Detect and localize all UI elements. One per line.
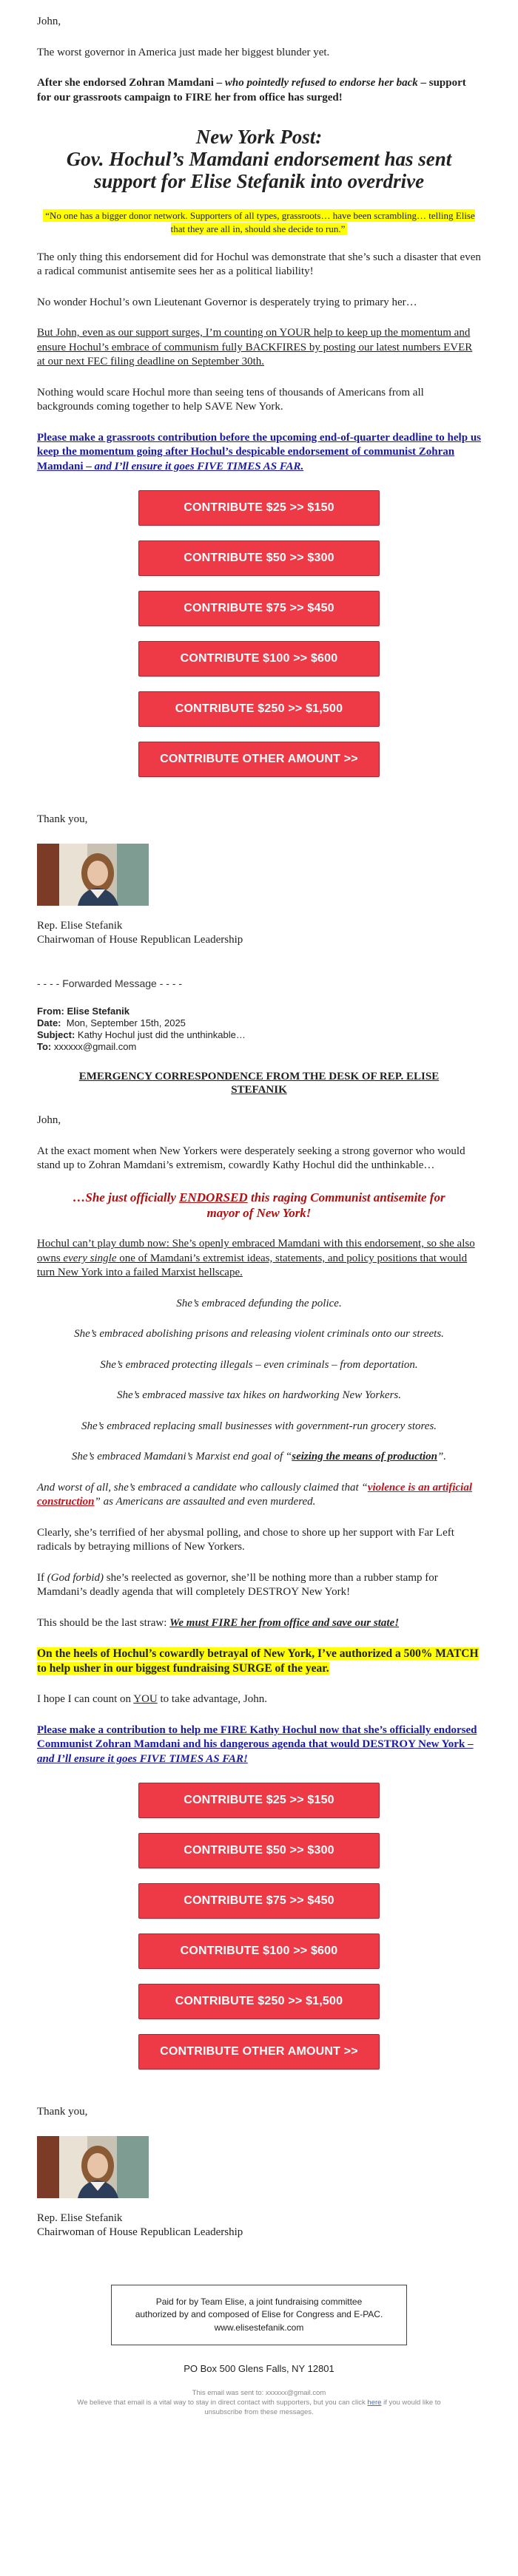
headline — [37, 126, 481, 193]
match-text: On the heels of Hochul’s cowardly betrayal of New York, I’ve authorized a 500% MATCH to help usher in our biggest fundraising SURGE of the year. — [37, 1647, 479, 1675]
lead-text — [37, 76, 481, 105]
match-announcement — [37, 1647, 481, 1676]
contribute-25-button[interactable]: CONTRIBUTE $25 >> $150 — [138, 1783, 380, 1818]
signature-block — [37, 2211, 481, 2240]
thanks-2: Thank you, — [37, 2106, 88, 2118]
contribute-buttons-1 — [37, 490, 481, 792]
embraced-item: She’s embraced abolishing prisons and releasing violent criminals onto our streets. — [74, 1328, 444, 1340]
date-row: Date: Mon, September 15th, 2025 — [37, 1017, 186, 1028]
embraced-item: She’s embraced defunding the police. — [176, 1297, 342, 1309]
contribute-250-button[interactable]: CONTRIBUTE $250 >> $1,500 — [138, 1984, 380, 2019]
emergency-paragraph-5: This should be the last straw: We must FIRE her from office and save our state! — [37, 1616, 400, 1629]
greeting-2: John, — [37, 1114, 61, 1127]
to-row: To: xxxxxx@gmail.com — [37, 1041, 137, 1053]
contribute-250-button[interactable]: CONTRIBUTE $250 >> $1,500 — [138, 691, 380, 727]
embraced-item: She’s embraced protecting illegals – even criminals – from deportation. — [100, 1358, 418, 1371]
fine-print — [0, 2389, 518, 2421]
marxist-item: She’s embraced Mamdani’s Marxist end goal of “seizing the means of production”. — [71, 1451, 447, 1463]
lead-italic: who pointedly refused to endorse her back — [224, 77, 418, 89]
portrait-illustration — [37, 844, 149, 906]
forwarded-headers — [37, 1006, 481, 1054]
contribute-other-button[interactable]: CONTRIBUTE OTHER AMOUNT >> — [138, 2034, 380, 2070]
mailing-address: PO Box 500 Glens Falls, NY 12801 — [184, 2363, 334, 2375]
emergency-paragraph-3: Clearly, she’s terrified of her abysmal polling, and chose to shore up her support with Far Left radicals by betraying millions of New Yorkers. — [37, 1526, 454, 1553]
contribute-50-button[interactable]: CONTRIBUTE $50 >> $300 — [138, 540, 380, 576]
paragraph-3: But John, even as our support surges, I’m counting on YOUR help to keep up the momentum and ensure Hochul’s embrace of communism fully BACKFIRES by posting our latest numbers EVER at our next FEC filing deadline on September 30th. — [37, 327, 473, 368]
unsubscribe-line: We believe that email is a vital way to stay in direct contact with supporters, but you can click here if you would like to unsubscribe from these messages. — [77, 2398, 441, 2416]
from-value: Elise Stefanik — [67, 1005, 130, 1017]
sent-to-line: This email was sent to: xxxxxx@gmail.com — [192, 2389, 326, 2398]
cta-link-2[interactable] — [37, 1723, 481, 1767]
emergency-paragraph-6: I hope I can count on YOU to take advantage, John. — [37, 1693, 268, 1706]
paragraph-1: The only thing this endorsement did for Hochul was demonstrate that she’s such a disaster that even a radical communist antisemite sees her as a political liability! — [37, 251, 481, 278]
contribute-buttons-2 — [37, 1783, 481, 2084]
signature-name: Rep. Elise Stefanik — [37, 2211, 123, 2224]
emergency-heading: EMERGENCY CORRESPONDENCE FROM THE DESK OF REP. ELISE STEFANIK — [78, 1070, 440, 1097]
contribute-100-button[interactable]: CONTRIBUTE $100 >> $600 — [138, 641, 380, 677]
subject-value: Kathy Hochul just did the unthinkable… — [77, 1029, 246, 1041]
subject-row: Subject: Kathy Hochul just did the unthinkable… — [37, 1029, 246, 1041]
lead-part2: – support for our grassroots campaign to FIRE her from office has surged! — [37, 77, 466, 104]
lead-part1: After she endorsed Zohran Mamdani – — [37, 77, 225, 89]
headline-source: New York Post: — [195, 126, 323, 148]
embraced-item: She’s embraced replacing small businesses with government-run grocery stores. — [81, 1420, 437, 1432]
cta-link-1[interactable] — [37, 431, 481, 475]
emergency-paragraph-1: At the exact moment when New Yorkers were desperately seeking a strong governor who would stand up to Zohran Mamdani’s extremism, cowardly Kathy Hochul did the unthinkable… — [37, 1145, 465, 1172]
portrait-illustration — [37, 2136, 149, 2198]
cta-link-1-anchor[interactable]: Please make a grassroots contribution before the upcoming end-of-quarter deadline to help us keep the momentum going after Hochul’s despicable endorsement of communist Zohran Mamdani – and I’ll ensure it goes FIVE TIMES AS FAR. — [37, 431, 481, 472]
contribute-75-button[interactable]: CONTRIBUTE $75 >> $450 — [138, 591, 380, 626]
contribute-25-button[interactable]: CONTRIBUTE $25 >> $150 — [138, 490, 380, 526]
date-value: Mon, September 15th, 2025 — [66, 1017, 186, 1028]
signature-block — [37, 919, 481, 948]
paid-for-line-1: Paid for by Team Elise, a joint fundraising committee — [155, 2296, 363, 2307]
signature-name: Rep. Elise Stefanik — [37, 919, 123, 932]
paragraph-2: No wonder Hochul’s own Lieutenant Governor is desperately trying to primary her… — [37, 296, 417, 308]
greeting: John, — [37, 16, 61, 27]
signature-title: Chairwoman of House Republican Leadership — [37, 934, 243, 946]
paid-for-line-2: authorized by and composed of Elise for Congress and E-PAC. www.elisestefanik.com — [135, 2309, 383, 2333]
contribute-other-button[interactable]: CONTRIBUTE OTHER AMOUNT >> — [138, 742, 380, 777]
signature-photo — [37, 844, 149, 906]
contribute-100-button[interactable]: CONTRIBUTE $100 >> $600 — [138, 1933, 380, 1969]
worst-item: And worst of all, she’s embraced a candidate who callously claimed that “violence is an artificial construction” as Americans are assaulted and even murdered. — [37, 1481, 473, 1508]
contribute-75-button[interactable]: CONTRIBUTE $75 >> $450 — [138, 1883, 380, 1919]
to-value: xxxxxx@gmail.com — [53, 1041, 137, 1053]
paid-for-box — [111, 2285, 407, 2345]
from-row: From: Elise Stefanik — [37, 1005, 130, 1017]
signature-title: Chairwoman of House Republican Leadership — [37, 2226, 243, 2239]
signature-photo — [37, 2136, 149, 2198]
headline-title: Gov. Hochul’s Mamdani endorsement has sent support for Elise Stefanik into overdrive — [66, 148, 452, 193]
intro-text: The worst governor in America just made her biggest blunder yet. — [37, 46, 330, 58]
forwarded-divider: - - - - Forwarded Message - - - - — [37, 977, 183, 989]
endorsed-headline: …She just officially ENDORSED this raging Communist antisemite for mayor of New York! — [73, 1190, 445, 1220]
embraced-item: She’s embraced massive tax hikes on hardworking New Yorkers. — [117, 1389, 401, 1402]
contribute-50-button[interactable]: CONTRIBUTE $50 >> $300 — [138, 1833, 380, 1868]
paragraph-4: Nothing would scare Hochul more than seeing tens of thousands of Americans from all backgrounds coming together to help SAVE New York. — [37, 386, 424, 413]
press-quote — [37, 209, 481, 236]
emergency-paragraph-2: Hochul can’t play dumb now: She’s openly embraced Mamdani with this endorsement, so she also owns every single one of Mamdani’s extremist ideas, statements, and policy positions that would turn New York into a failed Marxist hellscape. — [37, 1238, 475, 1279]
footer — [0, 2285, 518, 2422]
thanks-1: Thank you, — [37, 813, 88, 826]
press-quote-text: “No one has a bigger donor network. Supporters of all types, grassroots… have been scrambling… telling Elise that they are all in, should she decide to run.” — [43, 209, 475, 235]
unsubscribe-link[interactable]: here — [367, 2398, 382, 2407]
cta-link-2-anchor[interactable]: Please make a contribution to help me FIRE Kathy Hochul now that she’s officially endorsed Communist Zohran Mamdani and his dangerous agenda that would DESTROY New York – and I’ll ensure it goes FIVE TIMES AS FAR! — [37, 1723, 477, 1765]
emergency-paragraph-4: If (God forbid) she’s reelected as governor, she’ll be nothing more than a rubber stamp for Mamdani’s deadly agenda that will completely DESTROY New York! — [37, 1571, 438, 1599]
